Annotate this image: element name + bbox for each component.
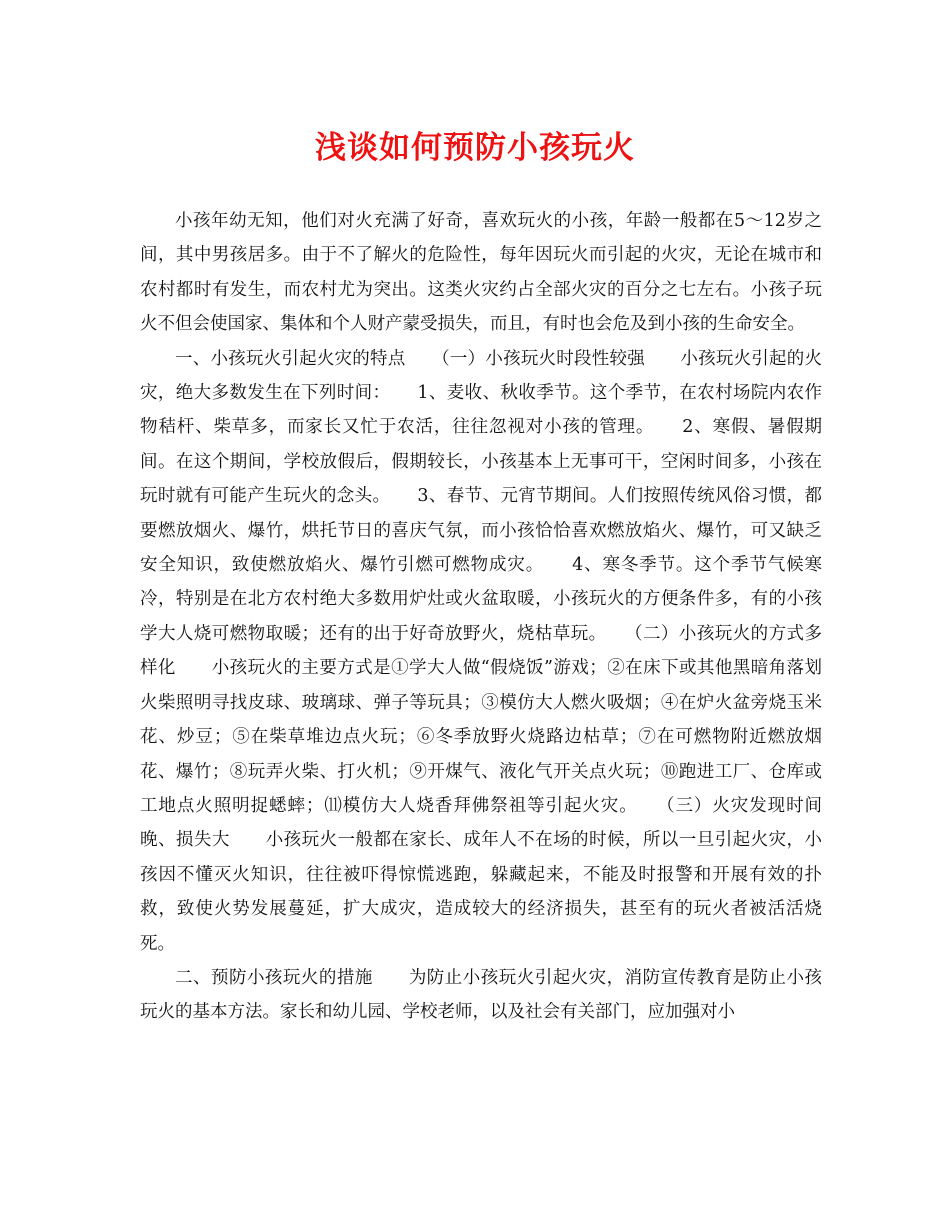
paragraph-section-1: 一、小孩玩火引起火灾的特点 （一）小孩玩火时段性较强 小孩玩火引起的火灾，绝大多数发生在下列时间： 1、麦收、秋收季节。这个季节，在农村场院内农作物秸杆、柴草多，而家长又忙于农活，往往忽视对小孩的管理。 2、寒假、暑假期间。在这个期间，学校放假后，假期较长，小孩基本上无事可干，空闲时间多，小孩在玩时就有可能产生玩火的念头。 3、春节、元宵节期间。人们按照传统风俗习惯，都要燃放烟火、爆竹，烘托节日的喜庆气氛，而小孩恰恰喜欢燃放焰火、爆竹，可又缺乏安全知识，致使燃放焰火、爆竹引燃可燃物成灾。 4、寒冬季节。这个季节气候寒冷，特别是在北方农村绝大多数用炉灶或火盆取暖，小孩玩火的方便条件多，有的小孩学大人烧可燃物取暖；还有的出于好奇放野火，烧枯草玩。 （二）小孩玩火的方式多样化 小孩玩火的主要方式是①学大人做“假烧饭”游戏；②在床下或其他黑暗角落划火柴照明寻找皮球、玻璃球、弹子等玩具；③模仿大人燃火吸烟；④在炉火盆旁烧玉米花、炒豆；⑤在柴草堆边点火玩；⑥冬季放野火烧路边枯草；⑦在可燃物附近燃放烟花、爆竹；⑧玩弄火柴、打火机；⑨开煤气、液化气开关点火玩；⑩跑进工厂、仓库或工地点火照明捉蟋蟀；⑾模仿大人烧香拜佛祭祖等引起火灾。 （三）火灾发现时间晚、损失大 小孩玩火一般都在家长、成年人不在场的时候，所以一旦引起火灾，小孩因不懂灭火知识，往往被吓得惊慌逃跑，躲藏起来，不能及时报警和开展有效的扑救，致使火势发展蔓延，扩大成灾，造成较大的经济损失，甚至有的玩火者被活活烧死。 <box>140 348 822 954</box>
paragraph-intro: 小孩年幼无知，他们对火充满了好奇，喜欢玩火的小孩，年龄一般都在5～12岁之间，其中男孩居多。由于不了解火的危险性，每年因玩火而引起的火灾，无论在城市和农村都时有发生，而农村尤为突出。这类火灾约占全部火灾的百分之七左右。小孩子玩火不但会使国家、集体和个人财产蒙受损失，而且，有时也会危及到小孩的生命安全。 <box>140 211 822 335</box>
document-body <box>140 204 822 1030</box>
document-title: 浅谈如何预防小孩玩火 <box>315 130 635 166</box>
paragraph-section-2: 二、预防小孩玩火的措施 为防止小孩玩火引起火灾，消防宣传教育是防止小孩玩火的基本方法。家长和幼儿园、学校老师，以及社会有关部门，应加强对小 <box>140 967 822 1023</box>
